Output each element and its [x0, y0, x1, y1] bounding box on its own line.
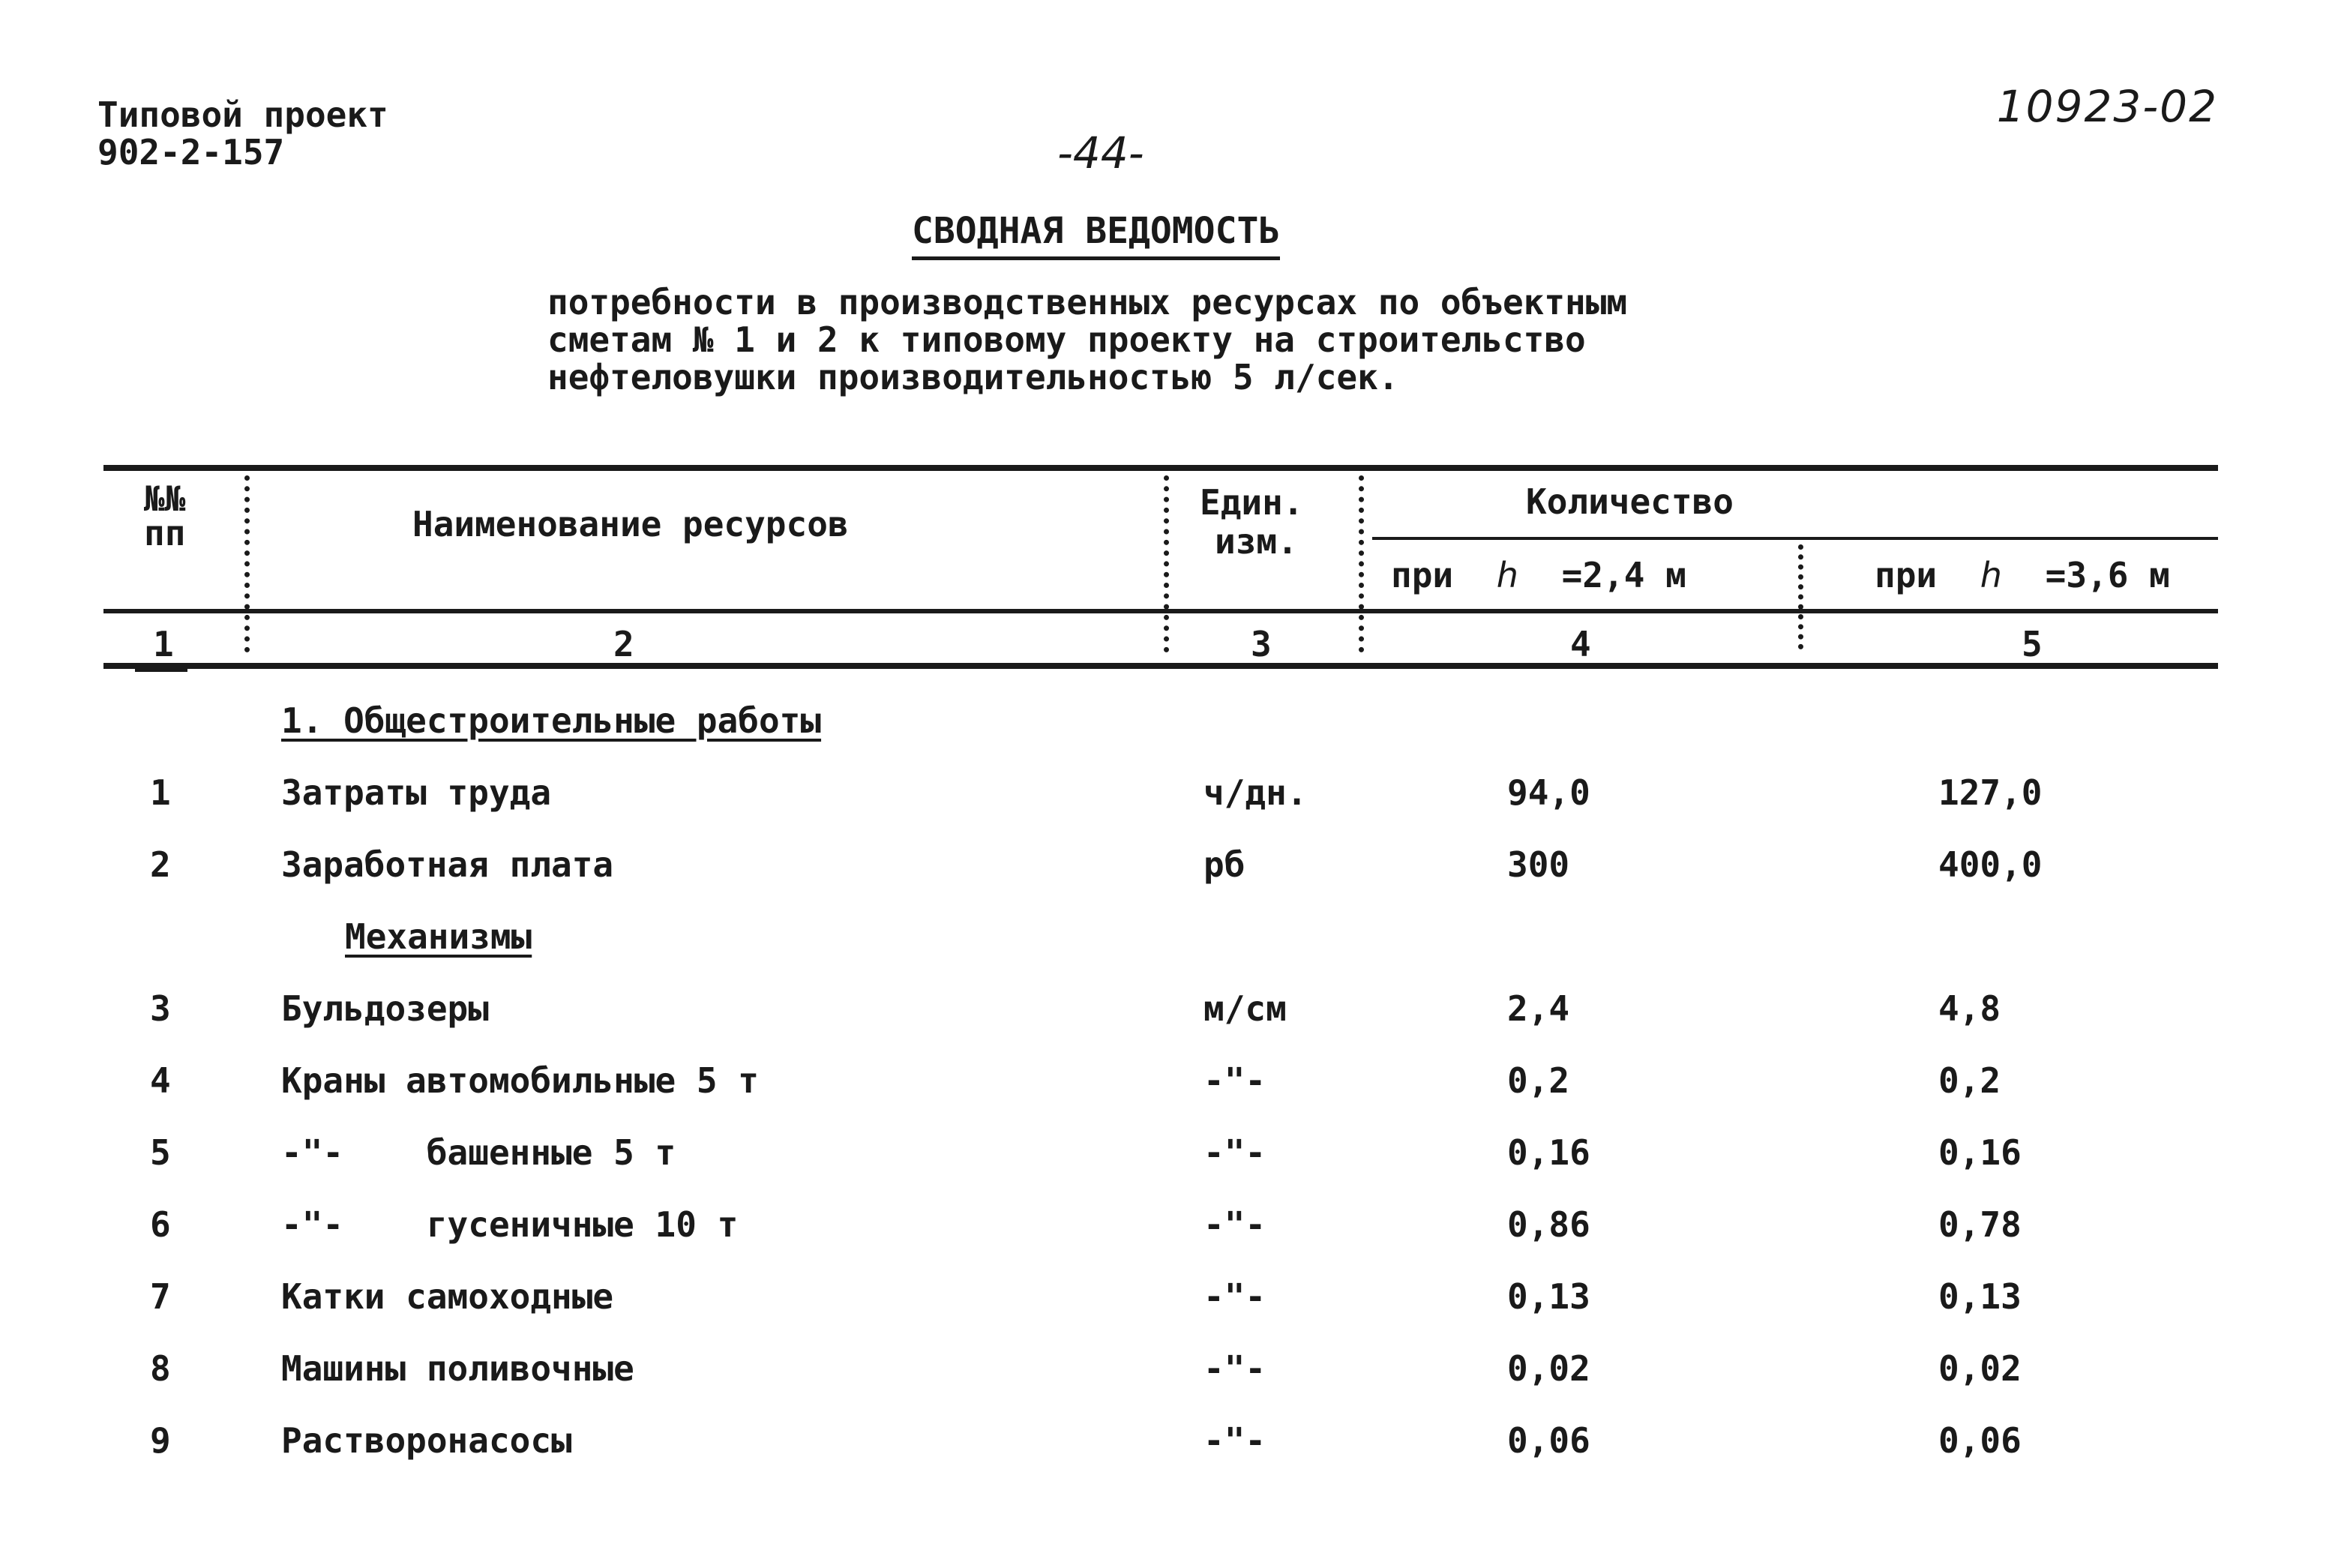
row-number: 6 [150, 1204, 171, 1245]
header-q1-prefix: при [1391, 555, 1454, 595]
document-subtitle [547, 283, 1627, 396]
quantity-subheader-line [1372, 537, 2218, 540]
column-separator-1 [244, 475, 250, 652]
project-label [97, 96, 388, 171]
header-num-line1: №№ [144, 478, 186, 519]
quantity-h-3-6: 0,06 [1938, 1420, 2022, 1461]
column-number-4: 4 [1570, 624, 1591, 664]
table-row [0, 1204, 2338, 1276]
column-number-1-underline [135, 666, 187, 672]
page-number: -44- [1057, 127, 1144, 178]
table-top-border [103, 465, 2218, 471]
column-separator-4 [1798, 544, 1803, 649]
quantity-h-3-6: 127,0 [1938, 772, 2043, 813]
resource-name: Катки самоходные [281, 1276, 614, 1317]
unit-of-measure: -"- [1203, 1420, 1266, 1461]
quantity-h-3-6: 0,16 [1938, 1132, 2022, 1173]
table-row [0, 988, 2338, 1060]
document-title: СВОДНАЯ ВЕДОМОСТЬ [912, 210, 1280, 260]
subtitle-line-2: сметам № 1 и 2 к типовому проекту на строительство [547, 319, 1586, 360]
row-number: 7 [150, 1276, 171, 1317]
section-title-general [281, 700, 821, 741]
header-num [144, 478, 186, 553]
table-header-divider [103, 609, 2218, 613]
quantity-h-2-4: 2,4 [1507, 988, 1570, 1029]
header-q1-value: =2,4 м [1561, 555, 1686, 595]
row-number: 8 [150, 1348, 171, 1389]
header-unit-line1: Един. [1200, 482, 1304, 523]
header-q1-h: h [1496, 555, 1518, 595]
row-number: 9 [150, 1420, 171, 1461]
unit-of-measure: ч/дн. [1203, 772, 1308, 813]
column-number-5: 5 [2022, 624, 2043, 664]
quantity-h-2-4: 0,16 [1507, 1132, 1590, 1173]
table-row [0, 1276, 2338, 1348]
project-title: Типовой проект [97, 94, 388, 135]
resource-name: Заработная плата [281, 844, 614, 885]
section-mechanisms-label: Механизмы [345, 916, 532, 957]
column-separator-3 [1359, 475, 1364, 652]
unit-of-measure: -"- [1203, 1276, 1266, 1317]
quantity-h-2-4: 300 [1507, 844, 1570, 885]
column-separator-2 [1164, 475, 1169, 652]
subtitle-line-1: потребности в производственных ресурсах по объектным [547, 282, 1628, 322]
project-number: 902-2-157 [97, 132, 285, 172]
document-code: 10923-02 [1996, 81, 2218, 132]
header-quantity-h1 [1391, 555, 1686, 595]
resource-name: -"- башенные 5 т [281, 1132, 676, 1173]
header-q2-prefix: при [1875, 555, 1938, 595]
unit-of-measure: -"- [1203, 1132, 1266, 1173]
column-number-2: 2 [613, 624, 634, 664]
header-q2-h: h [1980, 555, 2002, 595]
table-row [0, 844, 2338, 916]
table-row [0, 1132, 2338, 1204]
quantity-h-2-4: 0,86 [1507, 1204, 1590, 1245]
subtitle-line-3: нефтеловушки производительностью 5 л/сек. [547, 357, 1399, 397]
table-row [0, 1348, 2338, 1420]
table-row [0, 772, 2338, 844]
resource-name: Затраты труда [281, 772, 552, 813]
unit-of-measure: -"- [1203, 1348, 1266, 1389]
row-number: 2 [150, 844, 171, 885]
column-number-1: 1 [153, 624, 174, 664]
quantity-h-3-6: 0,2 [1938, 1060, 2001, 1101]
quantity-h-2-4: 0,2 [1507, 1060, 1570, 1101]
header-quantity: Количество [1526, 481, 1734, 522]
resource-name: Растворонасосы [281, 1420, 572, 1461]
column-number-3: 3 [1251, 624, 1272, 664]
header-num-line2: пп [144, 513, 186, 553]
quantity-h-3-6: 4,8 [1938, 988, 2001, 1029]
row-number: 3 [150, 988, 171, 1029]
resource-name: -"- гусеничные 10 т [281, 1204, 739, 1245]
quantity-h-3-6: 0,78 [1938, 1204, 2022, 1245]
table-header-bottom-border [103, 663, 2218, 669]
row-number: 1 [150, 772, 171, 813]
resource-name: Краны автомобильные 5 т [281, 1060, 759, 1101]
header-unit-line2: изм. [1215, 521, 1298, 562]
unit-of-measure: -"- [1203, 1204, 1266, 1245]
header-quantity-h2 [1875, 555, 2170, 595]
row-number: 5 [150, 1132, 171, 1173]
header-name: Наименование ресурсов [412, 504, 849, 544]
table-row [0, 1420, 2338, 1492]
unit-of-measure: -"- [1203, 1060, 1266, 1101]
quantity-h-2-4: 94,0 [1507, 772, 1590, 813]
section-title-mechanisms [345, 916, 532, 957]
resource-name: Машины поливочные [281, 1348, 634, 1389]
quantity-h-3-6: 0,02 [1938, 1348, 2022, 1389]
section-general-label: 1. Общестроительные работы [281, 700, 822, 741]
quantity-h-2-4: 0,13 [1507, 1276, 1590, 1317]
quantity-h-2-4: 0,02 [1507, 1348, 1590, 1389]
quantity-h-2-4: 0,06 [1507, 1420, 1590, 1461]
resource-name: Бульдозеры [281, 988, 489, 1029]
row-number: 4 [150, 1060, 171, 1101]
header-unit [1200, 483, 1303, 561]
unit-of-measure: м/см [1203, 988, 1287, 1029]
quantity-h-3-6: 0,13 [1938, 1276, 2022, 1317]
unit-of-measure: рб [1203, 844, 1245, 885]
table-row [0, 1060, 2338, 1132]
header-q2-value: =3,6 м [2045, 555, 2170, 595]
quantity-h-3-6: 400,0 [1938, 844, 2043, 885]
